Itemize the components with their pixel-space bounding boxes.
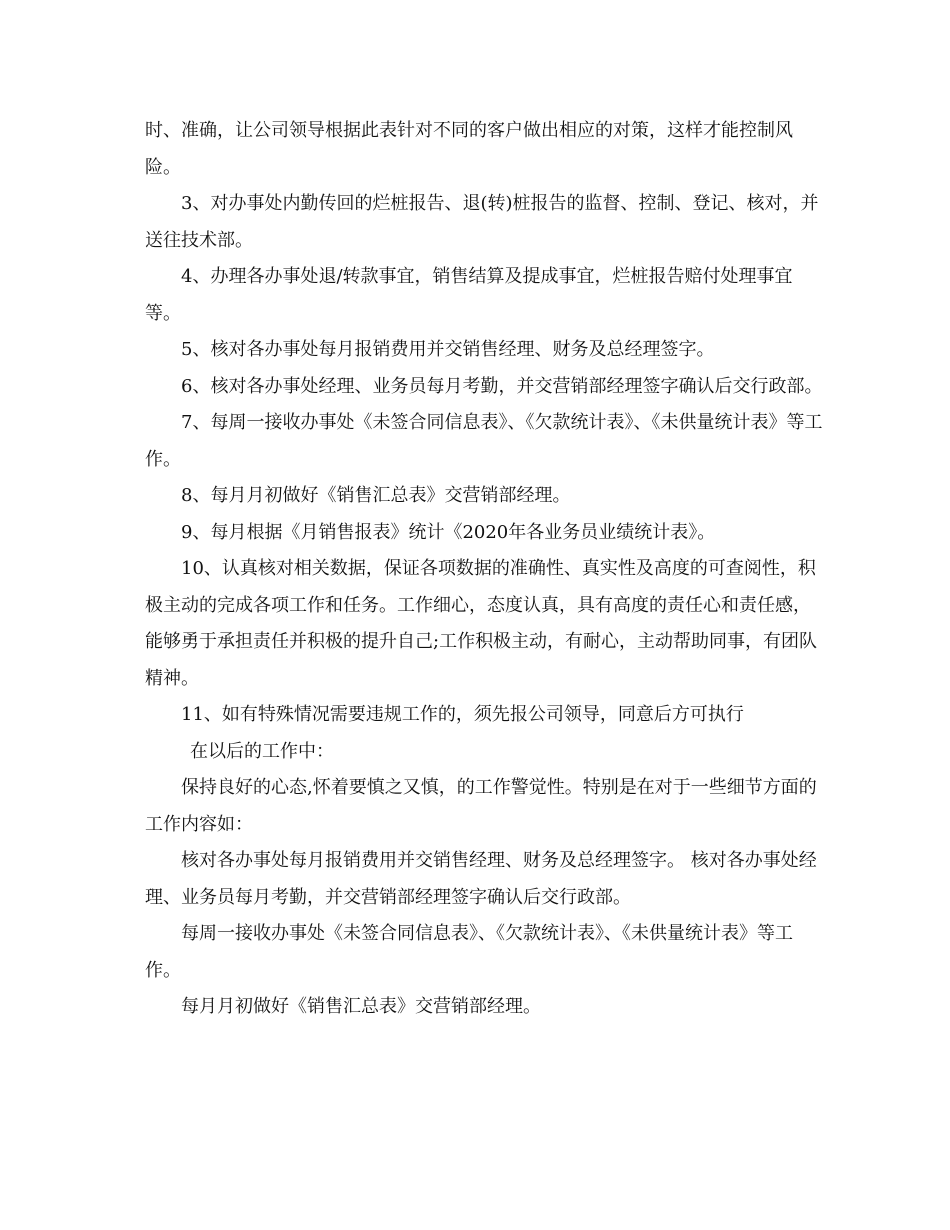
paragraph-item-6: 6、核对各办事处经理、业务员每月考勤，并交营销部经理签字确认后交行政部。 — [181, 375, 823, 397]
paragraph-item-3: 3、对办事处内勤传回的烂桩报告、退(转)桩报告的监督、控制、登记、核对，并送往技术部。 — [145, 193, 819, 251]
paragraph-future-work-heading: 在以后的工作中： — [190, 740, 334, 762]
paragraph-item-10: 10、认真核对相关数据，保证各项数据的准确性、真实性及高度的可查阅性，积极主动的完成各项工作和任务。工作细心，态度认真，具有高度的责任心和责任感，能够勇于承担责任并积极的提升自己;工作积极主动，有耐心，主动帮助同事，有团队精神。 — [145, 558, 818, 689]
paragraph-continuation: 时、准确，让公司领导根据此表针对不同的客户做出相应的对策，这样才能控制风险。 — [145, 120, 793, 178]
paragraph-item-7: 7、每周一接收办事处《未签合同信息表》、《欠款统计表》、《未供量统计表》等工作。 — [145, 412, 823, 470]
paragraph-detail-expenses: 核对各办事处每月报销费用并交销售经理、财务及总经理签字。 核对各办事处经理、业务员每月考勤，并交营销部经理签字确认后交行政部。 — [145, 850, 817, 908]
paragraph-item-9: 9、每月根据《月销售报表》统计《2020年各业务员业绩统计表》。 — [181, 521, 716, 543]
paragraph-item-4: 4、办理各办事处退/转款事宜，销售结算及提成事宜，烂桩报告赔付处理事宜等。 — [145, 266, 793, 324]
paragraph-item-11: 11、如有特殊情况需要违规工作的，须先报公司领导，同意后方可执行 — [181, 704, 744, 725]
paragraph-detail-weekly: 每周一接收办事处《未签合同信息表》、《欠款统计表》、《未供量统计表》等工作。 — [145, 923, 793, 981]
paragraph-item-5: 5、核对各办事处每月报销费用并交销售经理、财务及总经理签字。 — [181, 339, 715, 360]
paragraph-attitude: 保持良好的心态,怀着要慎之又慎，的工作警觉性。特别是在对于一些细节方面的工作内容如： — [145, 777, 817, 835]
document-body — [145, 113, 825, 1026]
paragraph-detail-monthly: 每月月初做好《销售汇总表》交营销部经理。 — [181, 996, 541, 1017]
paragraph-item-8: 8、每月月初做好《销售汇总表》交营销部经理。 — [181, 485, 571, 506]
